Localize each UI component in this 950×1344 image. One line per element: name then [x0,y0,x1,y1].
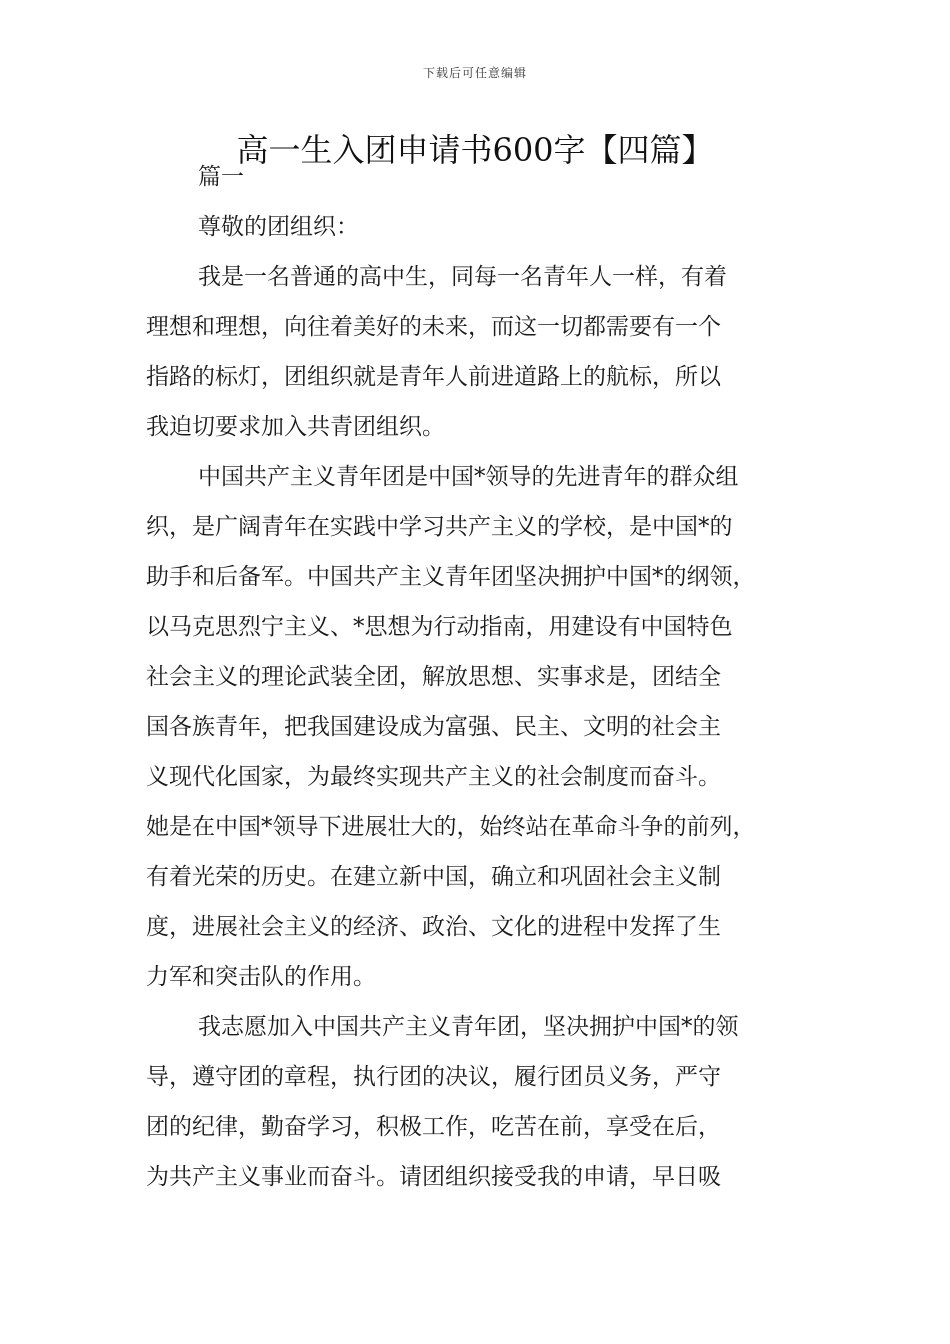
body-line: 团的纪律，勤奋学习，积极工作，吃苦在前，享受在后， [146,1114,721,1140]
body-line: 为共产主义事业而奋斗。请团组织接受我的申请，早日吸 [146,1164,721,1190]
body-line: 义现代化国家，为最终实现共产主义的社会制度而奋斗。 [146,764,721,790]
body-line: 导，遵守团的章程，执行团的决议，履行团员义务，严守 [146,1064,721,1090]
section-heading: 篇一 [198,164,244,190]
header-note: 下载后可任意编辑 [422,66,527,80]
body-text [146,252,810,1202]
body-line: 她是在中国*领导下进展壮大的，始终站在革命斗争的前列， [146,814,756,840]
body-line: 织，是广阔青年在实践中学习共产主义的学校，是中国*的 [146,514,733,540]
salutation: 尊敬的团组织： [198,214,359,240]
body-line: 中国共产主义青年团是中国*领导的先进青年的群众组 [198,464,739,490]
body-line: 我志愿加入中国共产主义青年团，坚决拥护中国*的领 [198,1014,739,1040]
body-line: 力军和突击队的作用。 [146,964,376,990]
body-line: 以马克思烈宁主义、*思想为行动指南，用建设有中国特色 [146,614,733,640]
body-line: 有着光荣的历史。在建立新中国，确立和巩固社会主义制 [146,864,721,890]
document-body [146,152,810,1202]
body-line: 度，进展社会主义的经济、政治、文化的进程中发挥了生 [146,914,721,940]
body-line: 指路的标灯，团组织就是青年人前进道路上的航标，所以 [146,364,721,390]
body-line: 理想和理想，向往着美好的未来，而这一切都需要有一个 [146,314,721,340]
body-line: 我是一名普通的高中生，同每一名青年人一样，有着 [198,264,727,290]
body-line: 助手和后备军。中国共产主义青年团坚决拥护中国*的纲领， [146,564,756,590]
body-line: 社会主义的理论武装全团，解放思想、实事求是，团结全 [146,664,721,690]
document-title: 高一生入团申请书600字【四篇】 [236,131,714,169]
body-line: 我迫切要求加入共青团组织。 [146,414,445,440]
body-line: 国各族青年，把我国建设成为富强、民主、文明的社会主 [146,714,721,740]
